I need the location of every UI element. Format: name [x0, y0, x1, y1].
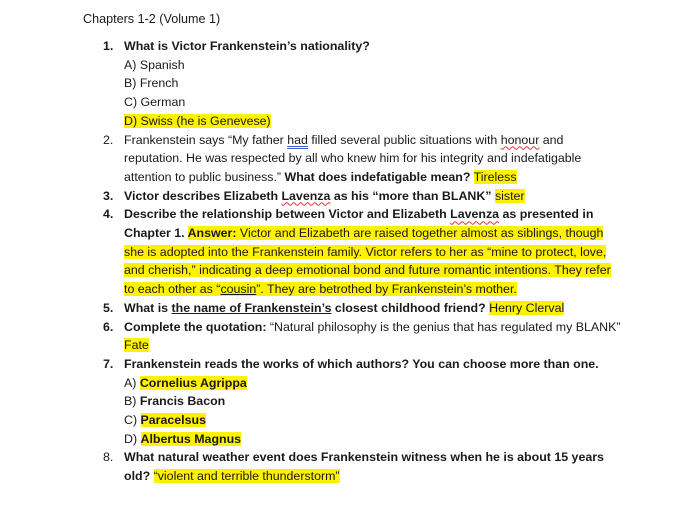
- question-number: 6.: [103, 319, 114, 334]
- question-1: [103, 37, 623, 131]
- section-heading: Chapters 1-2 (Volume 1): [83, 12, 221, 26]
- question-text: Frankenstein reads the works of which authors? You can choose more than one.: [124, 356, 599, 371]
- question-number: 5.: [103, 300, 114, 315]
- quote-text: and reputation. He was respected by all who knew him for his integrity and indefatigable attention to public business.”: [124, 132, 582, 184]
- question-text: What is Victor Frankenstein’s nationality?: [124, 39, 370, 53]
- option-a: A) Spanish: [124, 57, 185, 72]
- question-3: [103, 187, 623, 206]
- question-7: [103, 355, 623, 449]
- question-text: as his “more than BLANK”: [330, 188, 492, 203]
- question-underlined-text: the name of Frankenstein’s: [171, 300, 332, 315]
- question-text: What is: [124, 300, 172, 315]
- answer-text: Victor and Elizabeth are raised together almost as siblings, though she is adopted into the Frankenstein family. Victor refers to her as “mine to protect, love, and cherish,” indicating a deep emotional bond and future romantic intentions. They refer to each other as “: [124, 226, 611, 297]
- answer-author: Cornelius Agrippa: [139, 375, 247, 390]
- question-number: 3.: [103, 188, 114, 203]
- option-c: C) Paracelsus: [124, 413, 206, 428]
- option-b: B) Francis Bacon: [124, 394, 226, 409]
- question-4: [103, 205, 623, 299]
- answer-underlined-word: cousin: [220, 282, 257, 297]
- question-8: [103, 448, 623, 485]
- answer-author: Paracelsus: [140, 413, 206, 428]
- option-c: C) German: [124, 95, 186, 110]
- question-number: 8.: [103, 450, 114, 465]
- answer-author: Albertus Magnus: [140, 431, 242, 446]
- quote-text: Frankenstein says “My father: [124, 132, 288, 147]
- question-label: Complete the quotation:: [124, 319, 267, 334]
- answer-option-d: D) Swiss (he is Genevese): [124, 113, 271, 128]
- question-text: What does indefatigable mean?: [284, 169, 471, 184]
- answer-text: sister: [494, 188, 525, 203]
- author-name: Francis Bacon: [139, 394, 226, 409]
- answer-text: Henry Clerval: [489, 300, 565, 315]
- quote-text: “Natural philosophy is the genius that has regulated my BLANK”: [266, 319, 621, 334]
- grammar-flag-word: had: [287, 132, 308, 147]
- answer-text: Tireless: [473, 169, 517, 184]
- question-text: Victor describes Elizabeth: [124, 188, 282, 203]
- question-number: 7.: [103, 356, 114, 371]
- question-text: closest childhood friend?: [331, 300, 486, 315]
- spelling-flag-word: Lavenza: [450, 207, 500, 222]
- option-b: B) French: [124, 76, 179, 91]
- question-number: 4.: [103, 207, 114, 222]
- answer-text: “violent and terrible thunderstorm”: [153, 469, 340, 484]
- question-5: [103, 299, 623, 318]
- spelling-flag-word: honour: [500, 132, 540, 147]
- question-text: as presented in Chapter 1.: [124, 207, 594, 241]
- question-number: 2.: [103, 132, 114, 147]
- answer-text: ”. They are betrothed by Frankenstein’s mother.: [256, 282, 517, 297]
- question-list: [103, 37, 623, 486]
- answer-label: Answer:: [187, 226, 237, 241]
- question-text: Describe the relationship between Victor and Elizabeth: [124, 207, 451, 222]
- question-6: [103, 318, 623, 355]
- question-number: 1.: [103, 39, 114, 53]
- answer-text: Fate: [124, 338, 149, 353]
- quote-text: filled several public situations with: [307, 132, 501, 147]
- spelling-flag-word: Lavenza: [281, 188, 331, 203]
- question-2: [103, 131, 623, 187]
- question-text: What natural weather event does Frankenstein witness when he is about 15 years old?: [124, 450, 604, 484]
- option-d: D) Albertus Magnus: [124, 431, 242, 446]
- option-a: A) Cornelius Agrippa: [124, 375, 247, 390]
